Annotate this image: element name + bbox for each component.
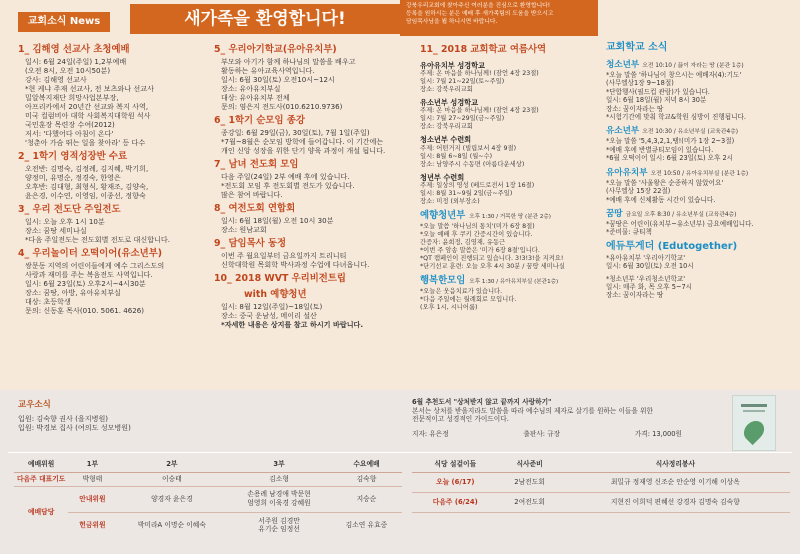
- offering-label: 헌금위원: [79, 520, 106, 529]
- section-title: 7_ 남녀 전도회 모임: [214, 159, 299, 171]
- book-title: 6월 추천도서 "상처받지 않고 끝까지 사랑하기": [412, 398, 552, 406]
- section-line: 다음 주일(24일) 2부 예배 후에 있습니다.: [221, 171, 350, 181]
- section-line: (오전 8시, 오전 10시50분): [25, 65, 111, 75]
- edutogether-line: *유아유치부 '우리아기학교': [606, 253, 686, 262]
- section-line: 일시: 6월 18일(월) 오전 10시 30분: [221, 215, 334, 225]
- table-cell: 2여전도회: [514, 497, 545, 506]
- happy-line: *다음 주일에는 월례회로 모입니다.: [420, 295, 517, 303]
- section-line: 쌍문동 지역의 어린이들에게 예수 그리스도의: [25, 261, 165, 271]
- table-side-label: 예배담당: [28, 507, 55, 516]
- section-title: 1_ 김해영 선교사 초청예배: [18, 44, 130, 55]
- section-line: 밀알복지재단 희망사업본부장,: [25, 93, 119, 102]
- church-school-line: 장소: 꿈이자라는 땅: [606, 104, 664, 113]
- yehyang-line: *이번 주 암송 말씀은 '미가 6장 8절'입니다.: [420, 246, 540, 254]
- church-school-line: *꿈땅은 어린이(유치부~유소년부) 금요예배입니다.: [606, 220, 754, 229]
- welcome-line: 담임목사님을 뵙 하니시면 바랍니다.: [406, 18, 498, 25]
- table-header-cell: 식당 설겉이들: [434, 460, 477, 469]
- book-publisher: 출판사: 규장: [523, 429, 561, 438]
- section-line: 국민훈장 목련장 수여(2012): [25, 120, 115, 130]
- page-title: 새가족을 환영합니다!: [130, 4, 400, 34]
- yehyang-time: 오후 1:30 / 거목한 땅 (분관 2층): [469, 214, 551, 221]
- group-line: 일시: 7월 21~22일(토~주일): [420, 77, 505, 85]
- table-header-cell: 식사정리봉사: [655, 460, 696, 469]
- happy-title: 행복한모임: [420, 275, 466, 287]
- table-cell: 이승태: [162, 474, 182, 483]
- happy-line: (오후 1시, 시니어룸): [420, 303, 478, 311]
- group-title: 유소년부 성경학교: [420, 98, 479, 108]
- section-line: 종강일: 6월 29일(금), 30일(토), 7월 1일(주일): [221, 127, 370, 137]
- book-recommendation: [412, 398, 702, 438]
- church-school-section-header: [606, 168, 796, 179]
- table-header-cell: 예배위원: [28, 460, 55, 469]
- section-line: 일시: 6월 30일(토) 오전10시~12시: [221, 74, 335, 84]
- book-meta: [412, 430, 682, 439]
- book-desc-line: 전문적이고 성경적인 가이드이다.: [412, 415, 509, 424]
- table-cell: 지현진 이희덕 편혜선 강경자 김명숙 김숙향: [610, 497, 740, 506]
- happy-header: [420, 275, 595, 288]
- yehyang-line: 간증자: 윤희정, 김영재, 유동근: [420, 238, 506, 246]
- section-line: 대상: 유아유치부 전체: [221, 93, 290, 102]
- yehyang-line: *QT 캠페인이 진행되고 있습니다. 3!3!3!을 지켜요!: [420, 255, 564, 262]
- table-header-cell: 3부: [273, 460, 285, 469]
- church-school-section: [606, 126, 796, 162]
- member-news-line: 입원: 김숙향 권사 (을지병원): [18, 413, 109, 423]
- church-school-section-header: [606, 126, 796, 137]
- section-line: *현 케냐 주재 선교사, 전 보츠와나 선교사: [25, 83, 154, 93]
- book-author: 지자: 유은정: [412, 429, 449, 438]
- happy-line: *오늘은 웃음치료가 있습니다.: [420, 287, 503, 295]
- section-title: 11_ 2018 교회학교 여름사역: [420, 44, 547, 55]
- book-price: 가격: 13,000원: [634, 429, 682, 438]
- group-title: 청년부 수련회: [420, 172, 465, 182]
- group-line: 주제: 온 마음을 하나님께! (잠언 4장 23절): [420, 107, 539, 115]
- group-line: 장소: 강북우리교회: [420, 123, 473, 131]
- church-school-line: *오늘 말씀 '하나님이 창으시는 예배자(4):기도': [606, 70, 742, 79]
- church-school-dept-name: 꿈땅: [606, 209, 623, 220]
- church-school-section-header: [606, 60, 796, 71]
- book-cover-image: [732, 395, 776, 451]
- table-header-cell: 2부: [166, 460, 178, 469]
- section-line: 아프리카에서 20년간 선교와 복지 사역,: [25, 102, 149, 112]
- church-school-line: *예배 후에 신체활동 시간이 있습니다.: [606, 195, 716, 204]
- yehyang-line: *단기선교 훈련: 오늘 오후 4시 30분 / 꿈땅 세미나실: [420, 263, 565, 271]
- edutogether-line: *청소년부 '우리청소년학교': [606, 274, 686, 283]
- church-school-line: *오늘 말씀 '5,4,3,2,1,땡!(미가 1장 2~3절): [606, 137, 735, 146]
- section-line: 오전반: 김명숙, 김정례, 김지혜, 박기희,: [25, 164, 149, 174]
- section-line: 일시: 6월 24일(주일) 1,2부예배: [25, 56, 127, 66]
- section-line: 개인 신앙 성장을 위한 단기 양육 과정이 개설 됩니다.: [221, 146, 386, 155]
- usher-label: 안내위원: [79, 494, 106, 503]
- table-header-cell: 수요예배: [353, 460, 380, 469]
- meal-duty-table: [412, 458, 790, 513]
- header: [0, 0, 800, 40]
- usher-cell: 손용례 남경애 박문현 엄영희 이육경 강혜원: [247, 490, 311, 507]
- section-line: 대상: 초등학생: [25, 297, 71, 307]
- news-column-2: [214, 40, 404, 329]
- group-line: 일시: 8월 6~8일 (월~수): [420, 152, 493, 160]
- group-line: 장소: 남양주시 수동면 (아름다운세상): [420, 160, 525, 168]
- member-news-line: 입원: 박경보 집사 (여의도 성모병원): [18, 422, 131, 432]
- church-school-line: (사무엘상1장 9~18절): [606, 79, 674, 88]
- offering-cell: 서주원 김경만 유기순 임정선: [258, 516, 300, 534]
- edutogether-line: 일시: 6월 30일(토) 오전 10시: [606, 262, 694, 271]
- section-line: 이번 주 월요일부터 금요일까지 트리니티: [221, 250, 347, 260]
- table-cell: 2남전도회: [514, 477, 545, 486]
- section-line: 일시: 8월 12일(주일)~18일(토): [221, 302, 323, 312]
- section-line: 미국 컬럼비아 대학 사회복지대학원 석사: [25, 111, 151, 121]
- church-school-section: [606, 209, 796, 237]
- section-line: 장소: 유아유치부실: [221, 83, 281, 93]
- section-line: 일시: 오늘 오후 1시 10분: [25, 217, 105, 227]
- usher-cell: 지승순: [356, 494, 377, 503]
- church-school-line: *6월 오떡이어 일시: 6월 23일(토) 오후 2시: [606, 154, 734, 163]
- book-desc-line: 본서는 상처를 받을지라도 말씀을 따라 예수님의 제자로 살기를 원하는 이들을 위한: [412, 406, 653, 415]
- section-title: 10_ 2018 WVT 우리비전트립: [214, 272, 346, 284]
- group-line: 주제: 어떤거지 (빌립보서 4장 9절): [420, 144, 517, 152]
- table-cell: 김소형: [269, 474, 289, 483]
- section-line: *7월~8월은 순모임 방학에 들어갑니다. 이 기간에는: [221, 136, 384, 146]
- group-title: 청소년부 수련회: [420, 135, 472, 145]
- church-school-line: *예배 후에 반별큐티모임이 있습니다.: [606, 145, 714, 154]
- yehyang-header: [420, 210, 595, 223]
- table-cell: 박형태: [82, 474, 103, 483]
- news-column-1: [18, 40, 208, 316]
- section-title: 2_ 1학기 영적성장반 수료: [18, 151, 128, 163]
- table-cell: 최밀규 정재영 신조순 안순영 이기해 이상옥: [610, 477, 740, 486]
- section-line: 오후반: 김대형, 최형식, 황재조, 김양숙,: [25, 182, 149, 192]
- section-title: 4_ 우리놀이터 오떡이어(유소년부): [18, 248, 163, 260]
- edutogether-line: 일시: 매주 화, 목 오후 5~7시: [606, 283, 693, 292]
- section-line: 많은 참여 바랍니다.: [221, 189, 283, 199]
- group-line: 장소: 강북우리교회: [420, 86, 473, 93]
- table-header-cell: 1부: [86, 460, 99, 469]
- welcome-line: 등록을 원하시는 분은 예배 후 새가족팀의 도움을 받으시고: [406, 10, 554, 17]
- group-title: 유아유치부 성경학교: [420, 60, 485, 70]
- section-title: 6_ 1학기 순모임 종강: [214, 115, 305, 127]
- church-school-dept-time: 오전 10:10 / 끓이 자라는 땅 (분관 1층): [642, 62, 744, 69]
- church-school-dept-time: 오전 10:30 / 유소년부실 (교육관4층): [642, 129, 739, 136]
- section-line: 문의: 신동훈 목사(010. 5061. 4626): [25, 306, 145, 316]
- church-school-dept-name: 청소년부: [606, 59, 640, 70]
- section-line: '청춘아 가슴 뛰는 일을 찾아라' 등 다수: [25, 138, 146, 148]
- section-line: 장소: 꿈땅 세미나실: [25, 226, 87, 236]
- section-subtitle: with 예향청년: [244, 289, 307, 301]
- section-line: 윤은경, 이수연, 이영임, 이종선, 정향숙: [25, 191, 146, 201]
- usher-cell: 양경자 윤은경: [151, 494, 193, 503]
- offering-cell: 김소연 유효중: [345, 520, 388, 529]
- group-line: 주제: 일상의 영성 (베드로전서 1장 16절): [420, 181, 535, 189]
- church-school-section: [606, 60, 796, 122]
- section-line: 강사: 김해영 선교사: [25, 74, 87, 84]
- group-line: 일시: 7월 27~29일(금~주일): [420, 115, 505, 123]
- worship-duty-table: [14, 458, 402, 538]
- section-line: 장소: 원남교회: [221, 224, 267, 234]
- church-school-line: *오늘 말씀 '사울왕은 순종하지 않았어요': [606, 178, 724, 187]
- section-line: 사랑과 재미를 주는 복음전도 사역입니다.: [25, 270, 153, 280]
- welcome-box: [400, 0, 598, 36]
- yehyang-title: 예향청년부: [420, 210, 466, 222]
- church-school-title: 교회학교 소식: [606, 42, 668, 53]
- group-line: 일시: 8월 31~9월 2일(금~주일): [420, 190, 513, 198]
- section-line: 장소: 꿈땅, 아방, 유아유치부실: [25, 288, 121, 298]
- edutogether-line: 장소: 꿈이자라는 땅: [606, 291, 664, 300]
- church-school-dept-name: 유아유치부: [606, 167, 648, 178]
- section-title: 3_ 우리 전도단 주일전도: [18, 204, 121, 216]
- church-school-line: *단합행사(필드컵 관람)가 있습니다.: [606, 87, 710, 96]
- church-school-line: *시험기간에 맞춰 학교&학원 심방이 진행됩니다.: [606, 112, 746, 121]
- section-line: 신학대학원 목회학 박사과정 수업에 다녀옵니다.: [221, 259, 370, 269]
- church-school-line: (사무엘상 15장 22절): [606, 187, 671, 196]
- church-school-dept-name: 유소년부: [606, 126, 640, 137]
- section-line: 일시: 6월 23일(토) 오후2시~4시30분: [25, 279, 146, 289]
- news-label: 교회소식 News: [18, 12, 110, 32]
- church-school-dept-time: 오전 10:50 / 유아유치부실 (분관 1층): [650, 170, 749, 177]
- section-line: *다음 주일전도는 전도회별 전도로 대신합니다.: [25, 235, 171, 245]
- section-line: 활동하는 유아교육사역입니다.: [221, 65, 315, 75]
- bottom-band: [0, 390, 800, 554]
- church-school-column: [606, 40, 796, 300]
- section-line: 저서: '다했어다 아침이 온다': [25, 129, 114, 139]
- church-school-section: [606, 168, 796, 204]
- member-news: [18, 400, 388, 432]
- table-cell: 다음주 대표기도: [17, 474, 66, 483]
- yehyang-line: *오늘 말씀 '하나님의 통치'(미가 6장 8절): [420, 222, 535, 230]
- offering-cell: 박미라A 이명순 이혜숙: [137, 520, 206, 529]
- table-header-cell: 식사준비: [516, 460, 543, 469]
- table-cell: 김숙향: [356, 474, 377, 483]
- welcome-line: 강북우리교회에 찾아주신 여러분을 진심으로 환영합니다!: [406, 3, 551, 9]
- section-title: 5_ 우리아기학교(유아유치부): [214, 44, 337, 55]
- news-column-3: [420, 40, 595, 312]
- section-line: 장소: 중국 운남성, 메이리 설산: [221, 311, 317, 321]
- section-line: 양정미, 유명순, 정경숙, 한영은: [25, 173, 121, 183]
- section-title: 8_ 여전도회 연합회: [214, 203, 296, 214]
- group-line: 주제: 온 마음을 하나님께! (잠언 4장 23절): [420, 69, 539, 77]
- church-school-dept-time: 금요일 오후 8:30 / 유소년부실 (교육관4층): [625, 212, 737, 219]
- section-line: *전도회 모임 후 전도회별 전도가 있습니다.: [221, 180, 355, 190]
- yehyang-line: *오늘 예배 후 쿠키 간증시간이 있습니다.: [420, 230, 533, 238]
- table-cell: 오늘 (6/17): [436, 477, 475, 486]
- church-school-line: *준비물: 큐티책: [606, 228, 652, 237]
- section-line: *자세한 내용은 상지를 참고 하시기 바랍니다.: [221, 320, 364, 330]
- member-news-title: 교우소식: [18, 400, 51, 410]
- church-school-line: 일시: 6월 18일(월) 저녁 8시 30분: [606, 96, 707, 105]
- section-line: 문의: 염은지 전도사(010.6210.9736): [221, 102, 343, 112]
- section-title: 9_ 담임목사 동정: [214, 237, 287, 249]
- church-school-section-header: [606, 209, 796, 220]
- happy-time: 오후 1:30 / 유아유치부실 (본관1층): [469, 279, 559, 286]
- section-line: 부모와 아기가 함께 하나님의 말씀을 배우고: [221, 56, 356, 66]
- edutogether-title: 에듀투게더 (Edutogether): [606, 240, 738, 252]
- table-cell: 다음주 (6/24): [432, 497, 478, 506]
- group-line: 장소: 미정 (외부장소): [420, 198, 480, 206]
